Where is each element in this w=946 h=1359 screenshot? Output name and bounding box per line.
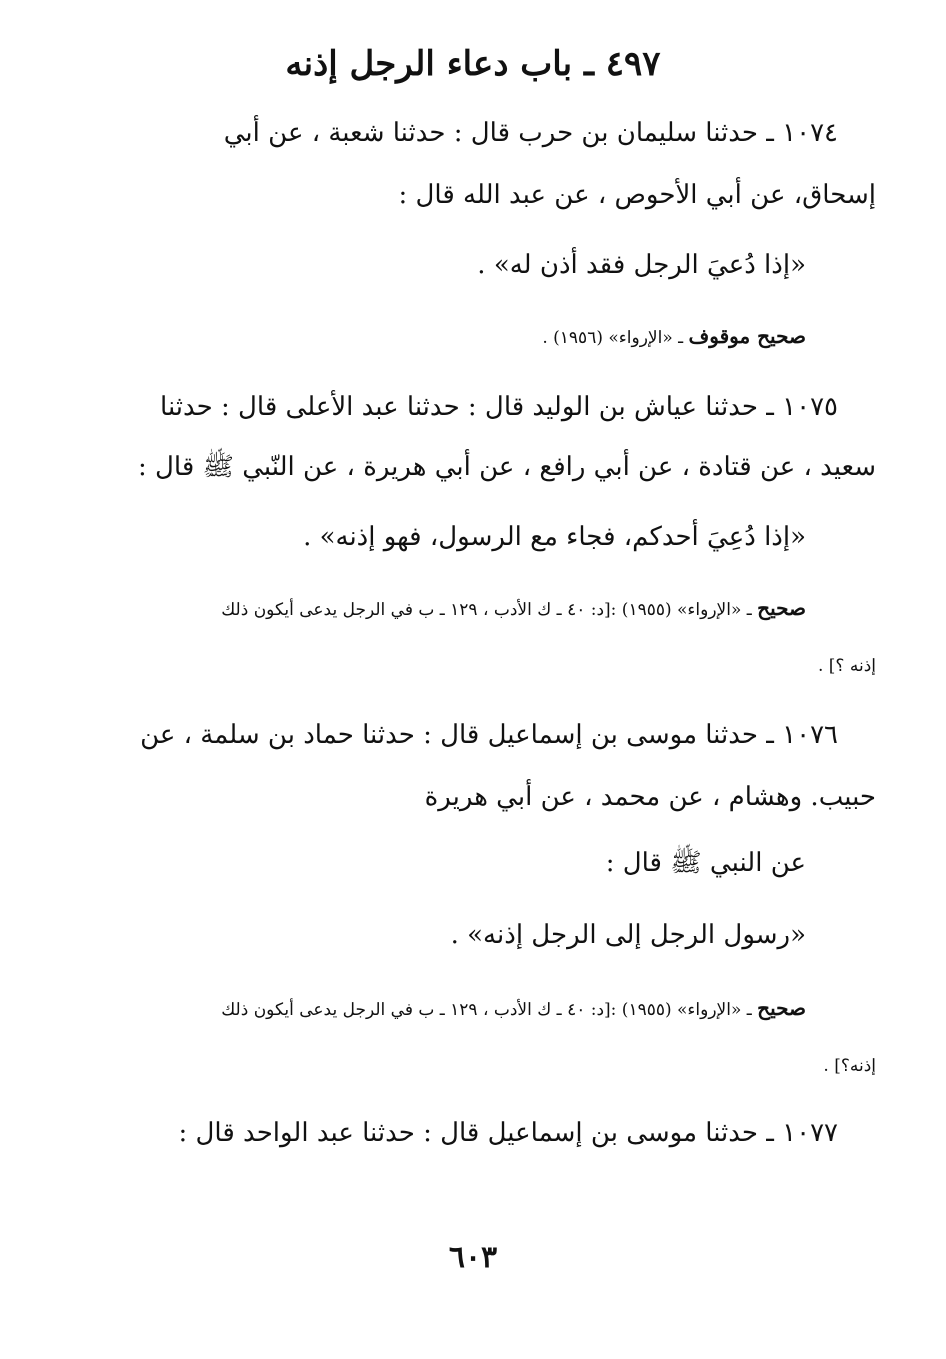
grade-label: صحيح [757, 996, 806, 1020]
hadith-1076-line-3: عن النبي ﷺ قال : [605, 848, 806, 878]
hadith-1074-quote: «إذا دُعيَ الرجل فقد أذن له» . [477, 250, 806, 280]
grade-label: صحيح موقوف [688, 324, 806, 348]
grade-reference: ـ «الإرواء» (١٩٥٥) :[د: ٤٠ ـ ك الأدب ، ١٢٩ ـ ب في الرجل يدعى أيكون ذلك [221, 1000, 752, 1020]
hadith-1075-quote: «إذا دُعِيَ أحدكم، فجاء مع الرسول، فهو إذنه» . [303, 522, 806, 552]
hadith-1075-line-1: ١٠٧٥ ـ حدثنا عياش بن الوليد قال : حدثنا عبد الأعلى قال : حدثنا [160, 392, 838, 422]
grade-reference: ـ «الإرواء» (١٩٥٥) :[د: ٤٠ ـ ك الأدب ، ١٢٩ ـ ب في الرجل يدعى أيكون ذلك [221, 600, 752, 620]
hadith-1075-grading [221, 596, 806, 620]
hadith-1075-line-2: سعيد ، عن قتادة ، عن أبي رافع ، عن أبي هريرة ، عن النّبي ﷺ قال : [138, 452, 876, 482]
chapter-title: ٤٩٧ ـ باب دعاء الرجل إذنه [285, 44, 661, 84]
hadith-1076-grading [221, 996, 806, 1020]
grade-label: صحيح [757, 596, 806, 620]
hadith-1077-line-1: ١٠٧٧ ـ حدثنا موسى بن إسماعيل قال : حدثنا عبد الواحد قال : [178, 1118, 838, 1148]
hadith-1074-grading [542, 324, 806, 348]
hadith-1076-line-2: حبيب. وهشام ، عن محمد ، عن أبي هريرة [424, 782, 876, 812]
hadith-1075-grading-line-2: إذنه ؟] . [817, 656, 876, 676]
hadith-1074-line-2: إسحاق، عن أبي الأحوص ، عن عبد الله قال : [398, 180, 876, 210]
hadith-1076-quote: «رسول الرجل إلى الرجل إذنه» . [450, 920, 806, 950]
grade-reference: ـ «الإرواء» (١٩٥٦) . [542, 328, 684, 348]
page-number: ٦٠٣ [448, 1240, 498, 1275]
hadith-1074-line-1: ١٠٧٤ ـ حدثنا سليمان بن حرب قال : حدثنا شعبة ، عن أبي [223, 118, 838, 148]
hadith-1076-line-1: ١٠٧٦ ـ حدثنا موسى بن إسماعيل قال : حدثنا حماد بن سلمة ، عن [140, 720, 838, 750]
hadith-1076-grading-line-2: إذنه؟] . [823, 1056, 876, 1076]
